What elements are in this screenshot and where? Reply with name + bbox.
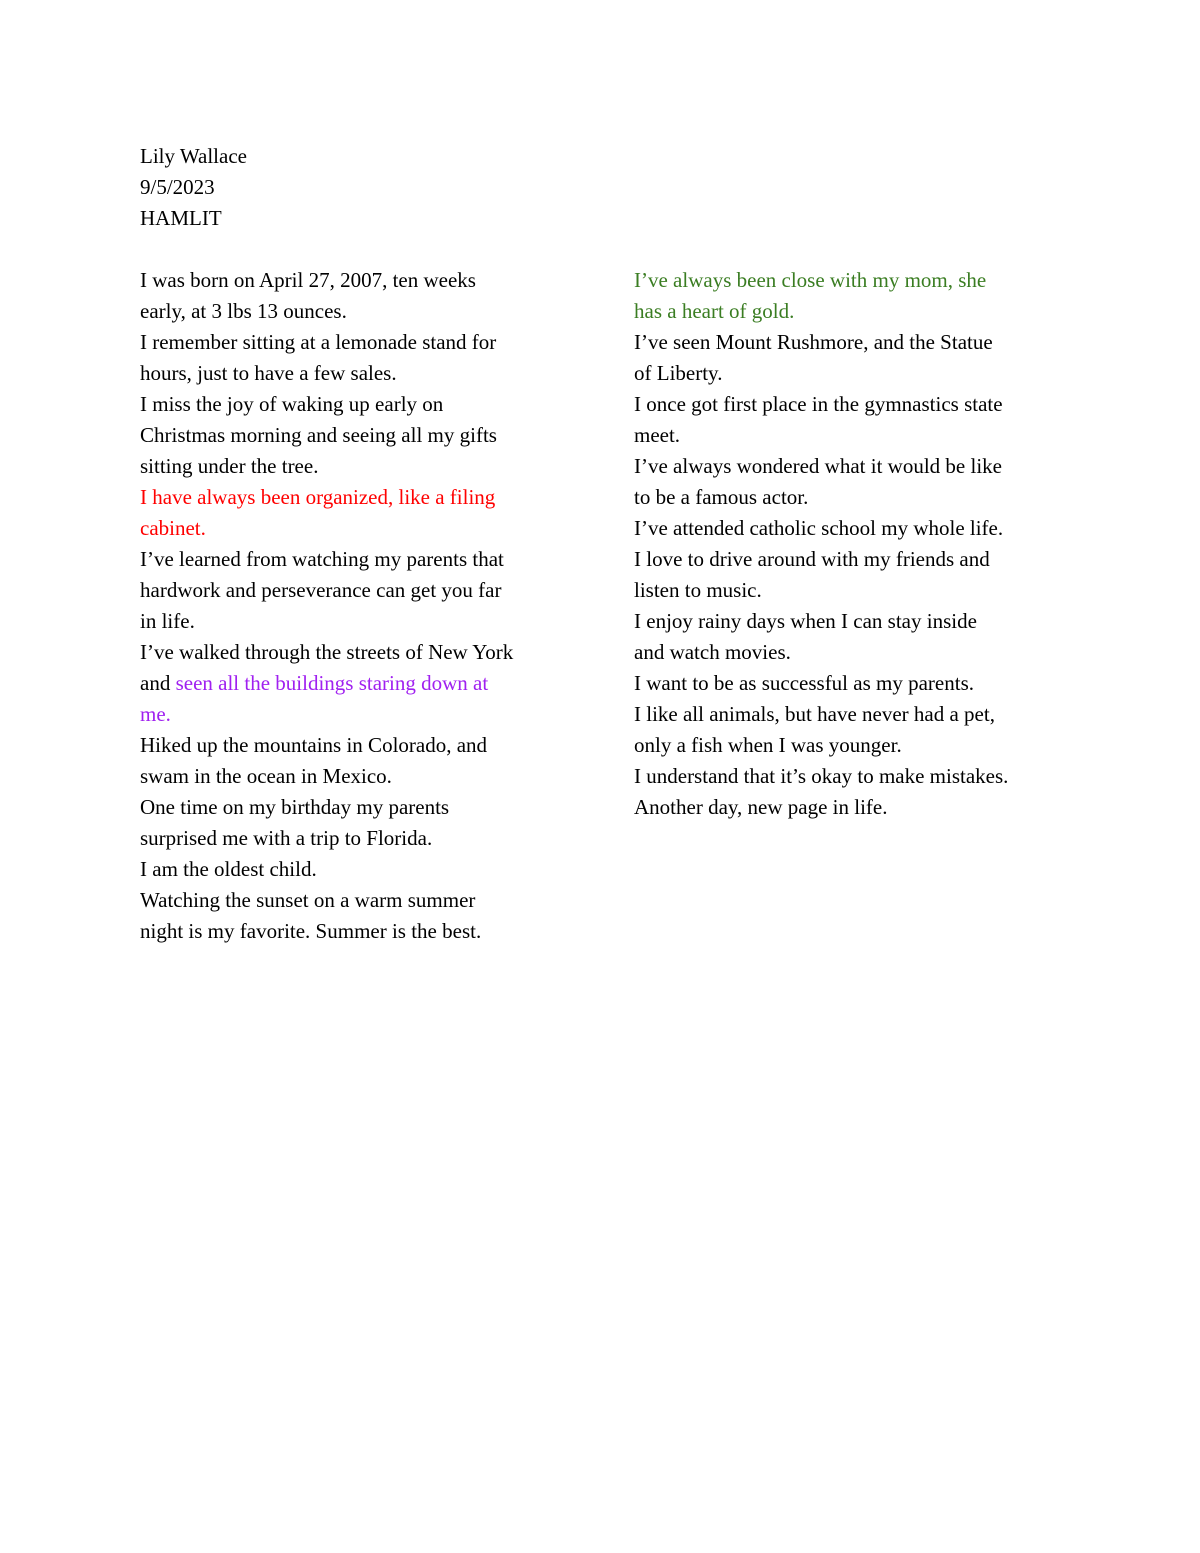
text-line: of Liberty. [634,361,723,385]
text-line: Christmas morning and seeing all my gifts [140,423,497,447]
text-line: I like all animals, but have never had a pet, [634,702,995,726]
course-name: HAMLIT [140,206,222,230]
text-line: I’ve attended catholic school my whole life. [634,516,1004,540]
text-line: and watch movies. [634,640,791,664]
text-line: I love to drive around with my friends and [634,547,990,571]
text-line: Watching the sunset on a warm summer [140,888,476,912]
text-line: I was born on April 27, 2007, ten weeks [140,268,476,292]
text-segment: and [140,671,176,695]
text-line: night is my favorite. Summer is the best. [140,919,482,943]
mixed-color-line [140,668,580,699]
text-line: surprised me with a trip to Florida. [140,826,433,850]
text-line: hardwork and perseverance can get you far [140,578,502,602]
document-header [140,141,640,234]
text-line: One time on my birthday my parents [140,795,450,819]
left-column [140,265,580,947]
right-column [634,265,1074,823]
highlighted-line-red: cabinet. [140,516,206,540]
text-line: early, at 3 lbs 13 ounces. [140,299,347,323]
text-line: hours, just to have a few sales. [140,361,397,385]
text-line: I understand that it’s okay to make mistakes. [634,764,1009,788]
text-line: only a fish when I was younger. [634,733,902,757]
text-line: to be a famous actor. [634,485,809,509]
text-line: Hiked up the mountains in Colorado, and [140,733,488,757]
text-line: listen to music. [634,578,762,602]
highlighted-line-green: I’ve always been close with my mom, she [634,268,987,292]
text-line: I’ve seen Mount Rushmore, and the Statue [634,330,993,354]
text-line: I once got first place in the gymnastics state [634,392,1003,416]
text-line: I’ve learned from watching my parents that [140,547,504,571]
text-line: I want to be as successful as my parents. [634,671,974,695]
text-line: swam in the ocean in Mexico. [140,764,392,788]
text-line: Another day, new page in life. [634,795,888,819]
text-line: I remember sitting at a lemonade stand for [140,330,497,354]
text-line: meet. [634,423,681,447]
highlighted-line-purple: me. [140,702,171,726]
highlighted-segment-purple: seen all the buildings staring down at [175,671,489,695]
author-name: Lily Wallace [140,144,247,168]
text-line: I miss the joy of waking up early on [140,392,444,416]
highlighted-line-red: I have always been organized, like a filing [140,485,496,509]
text-line: I’ve walked through the streets of New York [140,640,514,664]
text-line: in life. [140,609,195,633]
text-line: I’ve always wondered what it would be like [634,454,1002,478]
text-line: I am the oldest child. [140,857,317,881]
highlighted-line-green: has a heart of gold. [634,299,795,323]
text-line: I enjoy rainy days when I can stay inside [634,609,977,633]
document-date: 9/5/2023 [140,175,215,199]
text-line: sitting under the tree. [140,454,319,478]
